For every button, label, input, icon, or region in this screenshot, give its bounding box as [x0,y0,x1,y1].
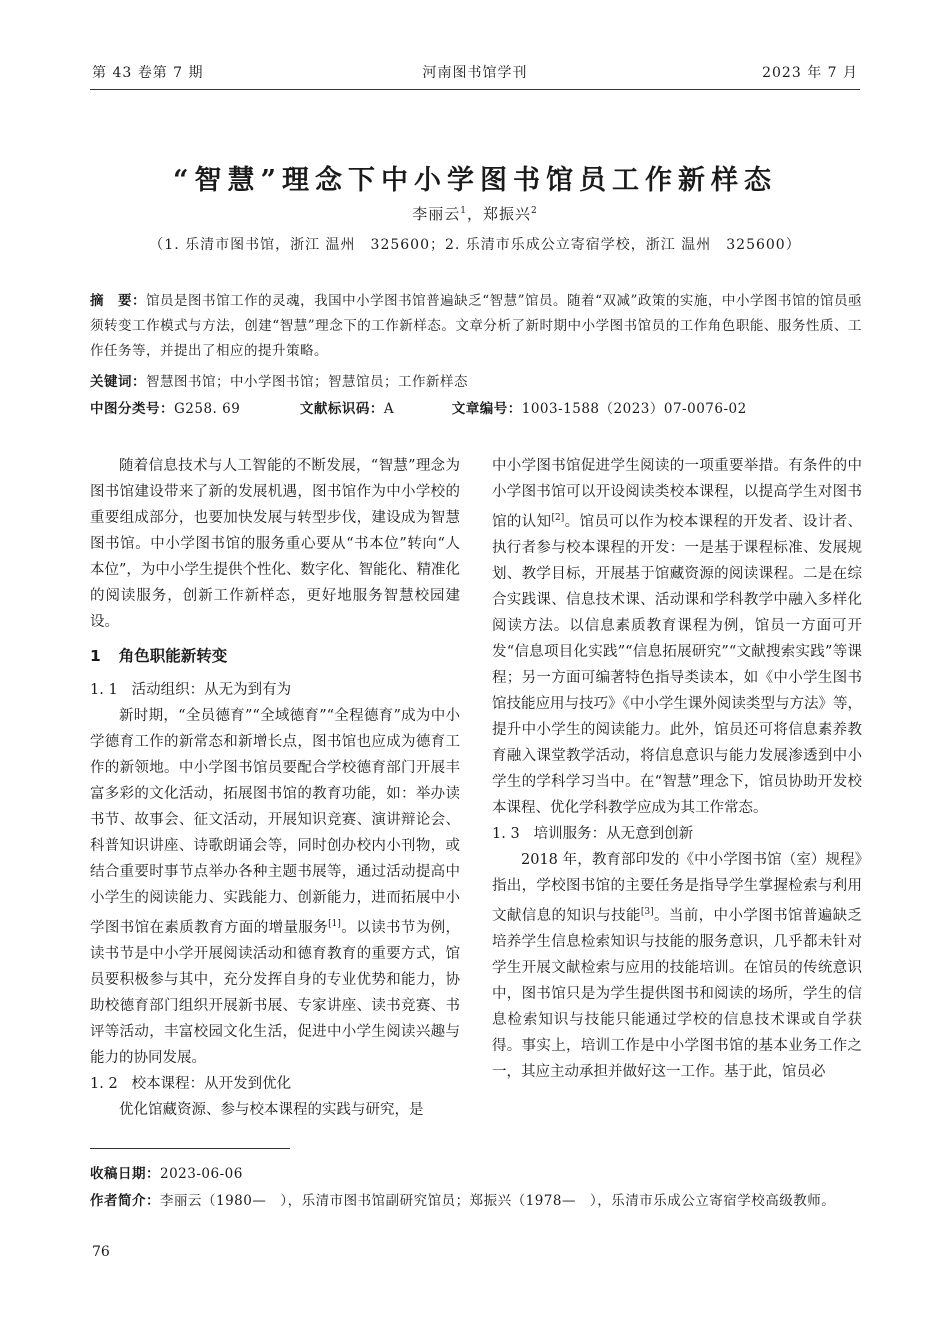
received-date [90,1161,862,1187]
header-date: 2023 年 7 月 [762,65,858,81]
section-1-3-title: 培训服务：从无意到创新 [533,825,694,842]
received-label: 收稿日期： [90,1166,160,1182]
article-title: “智慧”理念下中小学图书馆员工作新样态 [172,165,778,196]
bio-label: 作者简介： [90,1193,160,1209]
citation-3: [3] [640,906,654,917]
classification-line [90,397,862,422]
section-1-2-text-a: 中小学图书馆促进学生阅读的一项重要举措。有条件的中小学图书馆可以开设阅读类校本课程，以提高学生对图书馆的认知 [492,458,862,530]
bio-text: 李丽云（1980— ），乐清市图书馆副研究馆员；郑振兴（1978— ），乐清市乐成公立寄宿学校高级教师。 [160,1193,836,1209]
author-separator: ， [466,205,483,223]
right-column [492,453,862,1085]
keywords-text: 智慧图书馆；中小学图书馆；智慧馆员；工作新样态 [146,374,468,390]
footnote-rule [90,1148,290,1149]
section-1-1-number: 1. 1 [90,682,118,698]
abstract [90,289,862,364]
section-1-1-text-a: 新时期，“全员德育”“全域德育”“全程德育”成为中小学德育工作的新常态和新增长点，图书馆也应成为德育工作的新领地。中小学图书馆员要配合学校德育部门开展丰富多彩的文化活动，拓展图书馆的教育功能，如：举办读书节、故事会、征文活动，开展知识竞赛、演讲辩论会、科普知识讲座、诗歌朗诵会等，同时创办校内小刊物，或结合重要时事节点举办各种主题书展等，通过活动提高中小学生的阅读能力、实践能力、创新能力，进而拓展中小学图书馆在素质教育方面的增量服务 [90,708,460,936]
received-value: 2023-06-06 [160,1166,243,1182]
header-rule [90,89,860,90]
author-1: 李丽云 [412,205,461,223]
section-1-1-paragraph [90,703,460,1071]
citation-1: [1] [328,919,341,929]
section-1-3-paragraph [492,847,862,1085]
section-1-2-number: 1. 2 [90,1075,118,1092]
author-2: 郑振兴 [483,205,532,223]
page-number: 76 [92,1244,110,1260]
section-1-3-text-b: 。当前，中小学图书馆普遍缺乏培养学生信息检索知识与技能的服务意识，几乎都未针对学生开展文献检索与应用的技能培训。在馆员的传统意识中，图书馆只是为学生提供图书和阅读的场所，学生的信息检索知识与技能只能通过学校的信息技术课或自学获得。事实上，培训工作是中小学图书馆的基本业务工作之一，其应主动承担并做好这一工作。基于此，馆员必 [492,907,863,1080]
section-1-number: 1 [90,647,101,665]
section-1-3-heading [492,821,862,847]
section-1-heading [90,643,460,669]
section-1-1-text-b: 。以读书节为例，读书节是中小学开展阅读活动和德育教育的重要方式，馆员要积极参与其中，充分发挥自身的专业优势和能力，协助校德育部门组织开展新书展、专家讲座、读书竞赛、书评等活动，丰富校园文化生活，促进中小学生阅读兴趣与能力的协同发展。 [90,919,461,1066]
keywords-label: 关键词： [90,374,146,390]
section-1-2-paragraph-cont [492,453,862,821]
header-journal: 河南图书馆学刊 [422,65,528,81]
section-1-1-heading [90,677,460,703]
section-1-title: 角色职能新转变 [118,647,228,665]
section-1-2-heading [90,1071,460,1097]
section-1-3-text-a: 2018 年，教育部印发的《中小学图书馆（室）规程》指出，学校图书馆的主要任务是指导学生掌握检索与利用文献信息的知识与技能 [492,851,862,924]
affiliations: （1. 乐清市图书馆，浙江 温州 325600；2. 乐清市乐成公立寄宿学校，浙江 温州 325600） [149,237,801,253]
left-column [90,453,460,1123]
articleno-value: 1003-1588（2023）07-0076-02 [521,401,747,417]
abstract-label: 摘 要： [90,293,147,309]
section-1-2-title: 校本课程：从开发到优化 [131,1075,292,1092]
citation-2: [2] [551,513,565,523]
author-1-affil-mark: 1 [460,206,467,216]
article-authors [90,203,860,224]
doccode-value: A [383,401,395,417]
section-1-2-paragraph-start: 优化馆藏资源、参与校本课程的实践与研究，是 [119,1101,424,1118]
clc-label: 中图分类号： [90,401,174,417]
intro-paragraph: 随着信息技术与人工智能的不断发展，“智慧”理念为图书馆建设带来了新的发展机遇，图书馆作为中小学校的重要组成部分，也要加快发展与转型步伐，建设成为智慧图书馆。中小学图书馆的服务重心要从“书本位”转向“人本位”，为中小学生提供个性化、数字化、智能化、精准化的阅读服务，创新工作新样态，更好地服务智慧校园建设。 [90,458,460,630]
clc-value: G258. 69 [174,401,241,417]
author-bio [90,1188,862,1214]
header-volume: 第 43 卷第 7 期 [92,65,204,81]
section-1-1-title: 活动组织：从无为到有为 [131,682,292,698]
author-2-affil-mark: 2 [531,206,538,216]
keywords [90,370,862,395]
abstract-text: 馆员是图书馆工作的灵魂，我国中小学图书馆普遍缺乏“智慧”馆员。随着“双减”政策的实施，中小学图书馆的馆员亟须转变工作模式与方法，创建“智慧”理念下的工作新样态。文章分析了新时期中小学图书馆员的工作角色职能、服务性质、工作任务等，并提出了相应的提升策略。 [90,293,862,359]
doccode-label: 文献标识码： [299,401,384,417]
section-1-2-text-b: 。馆员可以作为校本课程的开发者、设计者、执行者参与校本课程的开发：一是基于课程标准、发展规划、教学目标，开展基于馆藏资源的阅读课程。二是在综合实践课、信息技术课、活动课和学科教学中融入多样化阅读方法。以信息素质教育课程为例，馆员一方面可开发“信息项目化实践”“信息拓展研究”“文献搜索实践”等课程；另一方面可编著特色指导类读本，如《中小学生图书馆技能应用与技巧》《中小学生课外阅读类型与方法》等，提升中小学生的阅读能力。此外，馆员还可将信息素养教育融入课堂教学活动，将信息意识与能力发展渗透到中小学生的学科学习当中。在“智慧”理念下，馆员协助开发校本课程、优化学科教学应成为其工作常态。 [492,513,863,816]
articleno-label: 文章编号： [451,401,522,417]
section-1-3-number: 1. 3 [492,825,520,842]
